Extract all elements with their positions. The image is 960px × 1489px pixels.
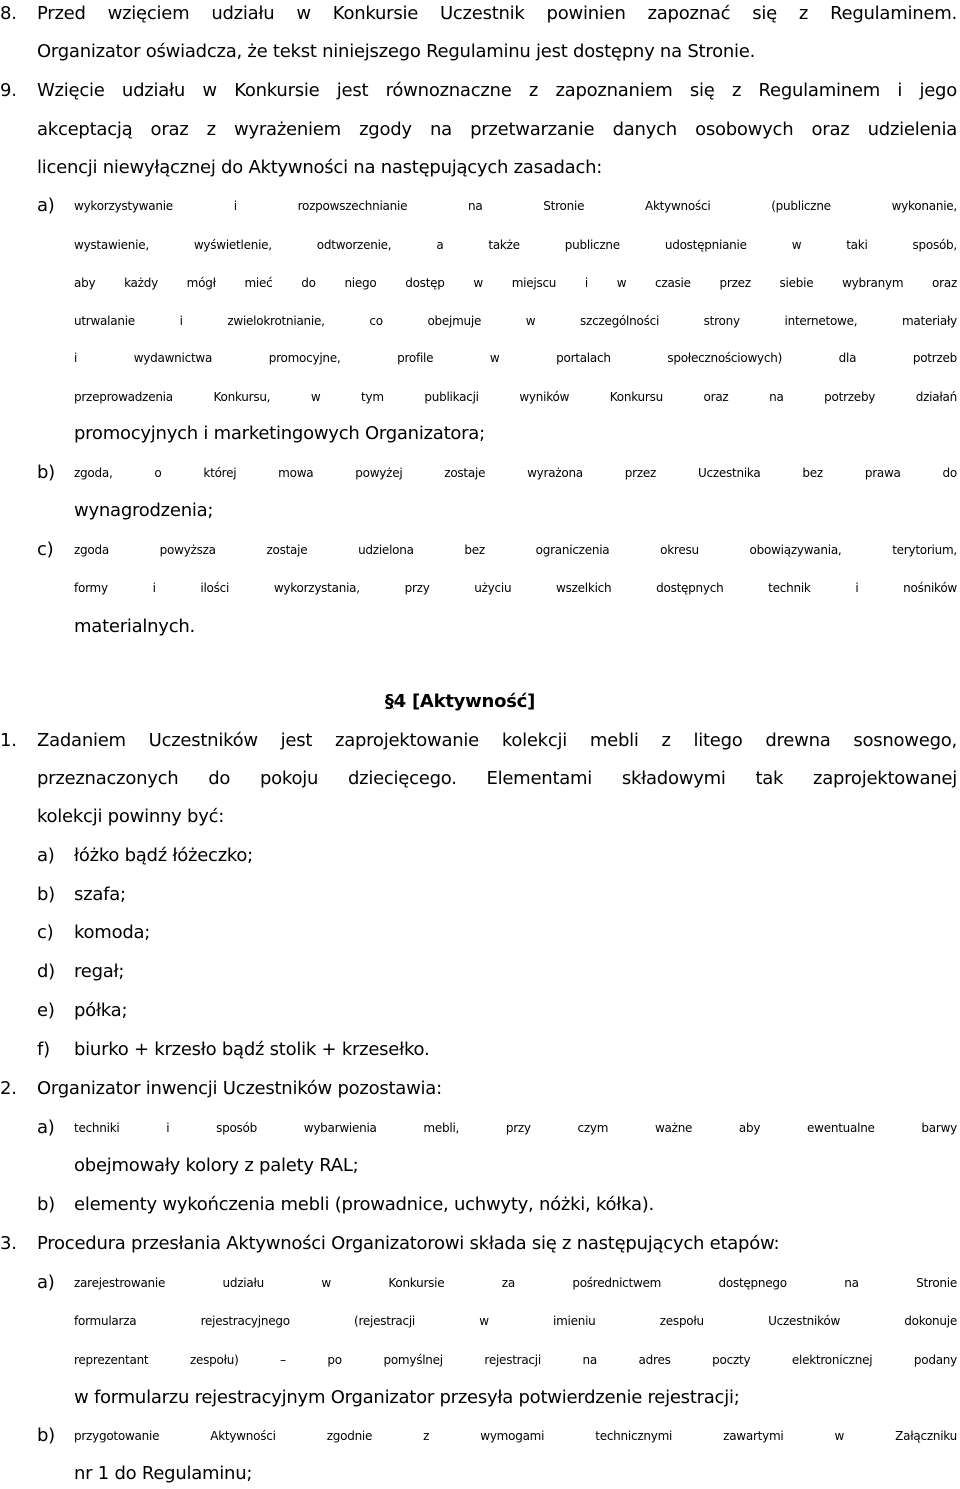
text-line: i wydawnictwa promocyjne, profile w portalach społecznościowych) dla potrzeb	[74, 351, 957, 365]
text-line: przeznaczonych do pokoju dziecięcego. Elementami składowymi tak zaprojektowanej	[37, 768, 957, 789]
text-line: zgoda powyższa zostaje udzielona bez ograniczenia okresu obowiązywania, terytorium,	[74, 543, 957, 557]
item-letter: b)	[37, 1425, 55, 1446]
text-line: Procedura przesłania Aktywności Organizatorowi składa się z następujących etapów:	[37, 1233, 780, 1254]
text-line: w formularzu rejestracyjnym Organizator przesyła potwierdzenie rejestracji;	[74, 1387, 740, 1408]
text-line: przygotowanie Aktywności zgodnie z wymogami technicznymi zawartymi w Załączniku	[74, 1429, 957, 1443]
item-letter: e)	[37, 1000, 55, 1021]
text-line: regał;	[74, 961, 125, 982]
item-number: 8.	[0, 3, 17, 24]
item-letter: a)	[37, 1117, 55, 1138]
item-letter: c)	[37, 922, 54, 943]
text-line: biurko + krzesło bądź stolik + krzesełko.	[74, 1039, 430, 1060]
text-line: reprezentant zespołu) – po pomyślnej rejestracji na adres poczty elektronicznej podany	[74, 1353, 957, 1367]
text-line: łóżko bądź łóżeczko;	[74, 845, 253, 866]
text-line: elementy wykończenia mebli (prowadnice, uchwyty, nóżki, kółka).	[74, 1194, 654, 1215]
item-letter: b)	[37, 462, 55, 483]
item-letter: d)	[37, 961, 55, 982]
text-line: Zadaniem Uczestników jest zaprojektowanie kolekcji mebli z litego drewna sosnowego,	[37, 730, 957, 751]
text-line: formy i ilości wykorzystania, przy użyciu wszelkich dostępnych technik i nośników	[74, 581, 957, 595]
text-line: Organizator inwencji Uczestników pozostawia:	[37, 1078, 442, 1099]
item-letter: f)	[37, 1039, 50, 1060]
item-letter: a)	[37, 195, 55, 216]
text-line: licencji niewyłącznej do Aktywności na następujących zasadach:	[37, 157, 603, 178]
item-number: 9.	[0, 80, 17, 101]
text-line: promocyjnych i marketingowych Organizatora;	[74, 423, 485, 444]
text-line: nr 1 do Regulaminu;	[74, 1463, 253, 1484]
text-line: obejmowały kolory z palety RAL;	[74, 1155, 359, 1176]
text-line: utrwalanie i zwielokrotnianie, co obejmuje w szczególności strony internetowe, materiały	[74, 314, 957, 328]
item-letter: c)	[37, 539, 54, 560]
text-line: Przed wzięciem udziału w Konkursie Uczestnik powinien zapoznać się z Regulaminem.	[37, 3, 957, 24]
text-line: Organizator oświadcza, że tekst niniejszego Regulaminu jest dostępny na Stronie.	[37, 41, 756, 62]
item-letter: b)	[37, 884, 55, 905]
text-line: techniki i sposób wybarwienia mebli, przy czym ważne aby ewentualne barwy	[74, 1121, 957, 1135]
text-line: wynagrodzenia;	[74, 500, 214, 521]
text-line: wykorzystywanie i rozpowszechnianie na Stronie Aktywności (publiczne wykonanie,	[74, 199, 957, 213]
text-line: zgoda, o której mowa powyżej zostaje wyrażona przez Uczestnika bez prawa do	[74, 466, 957, 480]
item-number: 1.	[0, 730, 17, 751]
section-heading	[0, 687, 920, 717]
section-symbol: §	[384, 691, 394, 712]
text-line: zarejestrowanie udziału w Konkursie za pośrednictwem dostępnego na Stronie	[74, 1276, 957, 1290]
text-line: przeprowadzenia Konkursu, w tym publikacji wyników Konkursu oraz na potrzeby działań	[74, 390, 957, 404]
text-line: akceptacją oraz z wyrażeniem zgody na przetwarzanie danych osobowych oraz udzielenia	[37, 119, 957, 140]
text-line: szafa;	[74, 884, 126, 905]
item-number: 2.	[0, 1078, 17, 1099]
item-letter: a)	[37, 1272, 55, 1293]
text-line: kolekcji powinny być:	[37, 806, 225, 827]
text-line: formularza rejestracyjnego (rejestracji w imieniu zespołu Uczestników dokonuje	[74, 1314, 957, 1328]
item-number: 3.	[0, 1233, 17, 1254]
item-letter: a)	[37, 845, 55, 866]
text-line: komoda;	[74, 922, 151, 943]
text-line: aby każdy mógł mieć do niego dostęp w miejscu i w czasie przez siebie wybranym oraz	[74, 276, 957, 290]
text-line: półka;	[74, 1000, 128, 1021]
text-line: wystawienie, wyświetlenie, odtworzenie, a także publiczne udostępnianie w taki sposób,	[74, 238, 957, 252]
item-letter: b)	[37, 1194, 55, 1215]
text-line: materialnych.	[74, 616, 195, 637]
section-title: 4 [Aktywność]	[393, 691, 536, 712]
text-line: Wzięcie udziału w Konkursie jest równoznaczne z zapoznaniem się z Regulaminem i jego	[37, 80, 957, 101]
